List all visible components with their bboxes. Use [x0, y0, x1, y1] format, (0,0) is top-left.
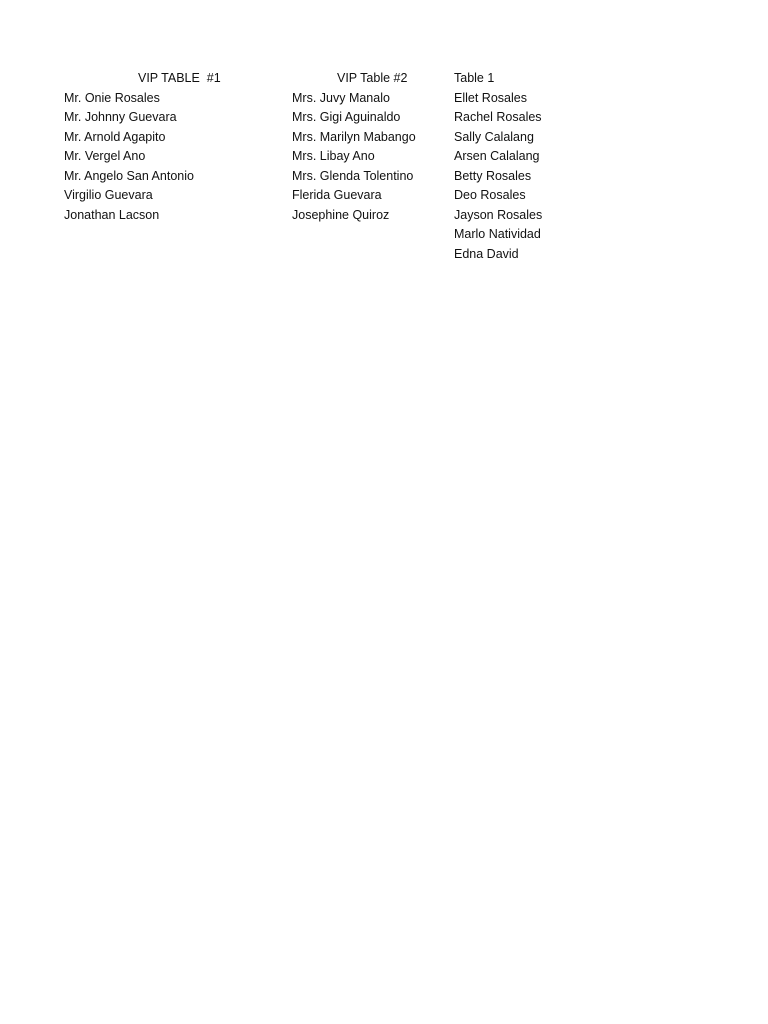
list-item: Mr. Arnold Agapito [64, 129, 166, 144]
list-item: Edna David [454, 246, 519, 261]
list-item: Sally Calalang [454, 129, 534, 144]
list-item: Mr. Onie Rosales [64, 90, 160, 105]
name-list [64, 89, 264, 226]
list-item: Mr. Johnny Guevara [64, 110, 177, 124]
list-item: Arsen Calalang [454, 149, 540, 163]
list-item: Mr. Angelo San Antonio [64, 168, 194, 183]
column-heading: VIP Table #2 [337, 71, 408, 85]
column-vip-table-2 [292, 69, 442, 225]
list-item: Rachel Rosales [454, 110, 542, 124]
list-item: Jonathan Lacson [64, 207, 160, 222]
list-item: Mrs. Juvy Manalo [292, 90, 390, 105]
name-list [454, 89, 594, 265]
column-heading: VIP TABLE #1 [138, 71, 221, 85]
list-item: Virgilio Guevara [64, 188, 153, 202]
list-item: Mr. Vergel Ano [64, 149, 146, 163]
column-heading: Table 1 [454, 71, 495, 85]
list-item: Mrs. Libay Ano [292, 149, 375, 163]
list-item: Josephine Quiroz [292, 207, 390, 222]
column-table-1 [454, 69, 594, 264]
list-item: Mrs. Gigi Aguinaldo [292, 110, 401, 124]
list-item: Mrs. Marilyn Mabango [292, 129, 416, 144]
list-item: Marlo Natividad [454, 227, 541, 241]
name-list [292, 89, 442, 226]
list-item: Mrs. Glenda Tolentino [292, 168, 414, 183]
list-item: Betty Rosales [454, 168, 532, 183]
list-item: Flerida Guevara [292, 188, 382, 202]
list-item: Jayson Rosales [454, 207, 543, 222]
list-item: Ellet Rosales [454, 90, 527, 105]
list-item: Deo Rosales [454, 188, 526, 202]
column-vip-table-1 [64, 69, 264, 225]
